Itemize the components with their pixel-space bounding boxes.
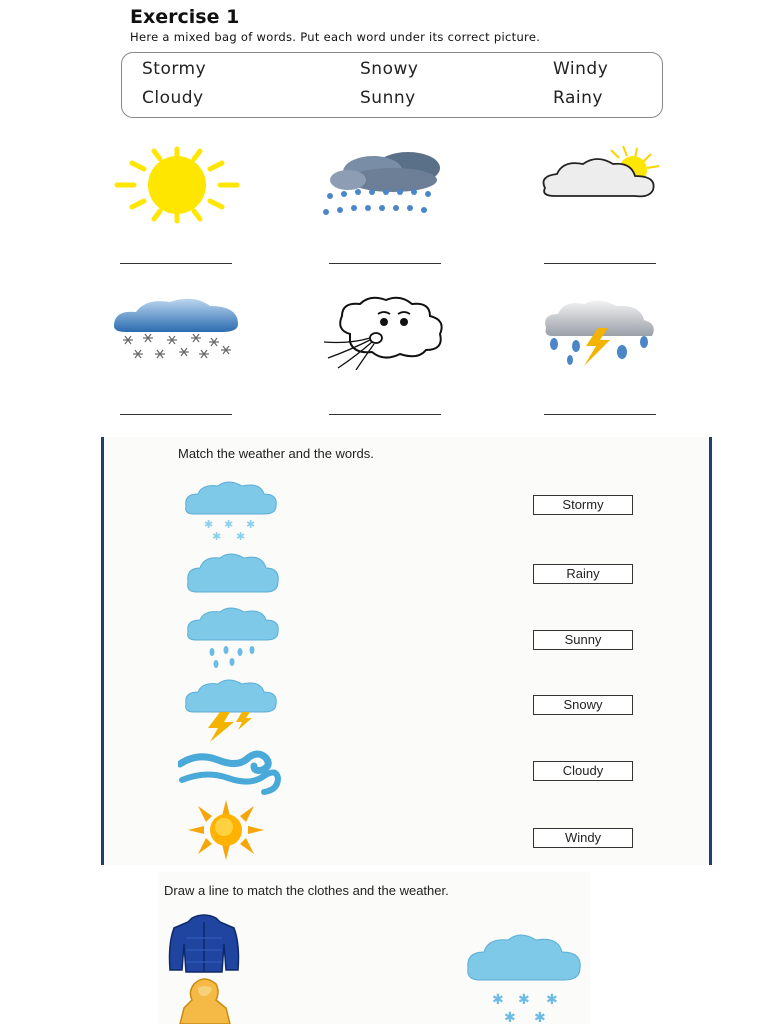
match-label-box[interactable]: Rainy	[533, 564, 633, 584]
sun-icon[interactable]	[184, 800, 268, 860]
match-title: Match the weather and the words.	[178, 446, 374, 461]
answer-blank[interactable]	[329, 414, 441, 415]
snow-icon[interactable]	[180, 480, 280, 540]
rain-icon[interactable]	[182, 606, 282, 668]
match-label-box[interactable]: Snowy	[533, 695, 633, 715]
answer-blank[interactable]	[120, 263, 232, 264]
cloud-icon[interactable]	[182, 552, 282, 596]
exercise-instructions: Here a mixed bag of words. Put each word under its correct picture.	[130, 30, 541, 44]
svg-text:✱: ✱	[546, 992, 558, 1008]
snow-cloud-icon	[110, 296, 242, 364]
word-bank-item: Cloudy	[142, 88, 204, 108]
thunderstorm-icon	[540, 298, 660, 370]
svg-text:✱: ✱	[534, 1010, 546, 1024]
answer-blank[interactable]	[120, 414, 232, 415]
word-bank-item: Windy	[553, 59, 609, 79]
snow-cloud-icon[interactable]	[462, 932, 586, 1024]
svg-text:✱: ✱	[224, 518, 234, 531]
wind-icon[interactable]	[178, 750, 282, 796]
clothes-title: Draw a line to match the clothes and the weather.	[164, 883, 449, 898]
storm-icon[interactable]	[180, 678, 280, 742]
jacket-icon[interactable]	[164, 914, 244, 974]
match-label-box[interactable]: Sunny	[533, 630, 633, 650]
svg-text:✱: ✱	[246, 518, 256, 531]
svg-text:✱: ✱	[204, 518, 214, 531]
word-bank-item: Sunny	[360, 88, 416, 108]
match-label-box[interactable]: Windy	[533, 828, 633, 848]
wind-face-cloud-icon	[320, 294, 452, 370]
raincoat-icon[interactable]	[176, 978, 232, 1024]
exercise-title: Exercise 1	[130, 6, 240, 28]
svg-text:✱: ✱	[518, 992, 530, 1008]
answer-blank[interactable]	[544, 414, 656, 415]
svg-text:✱: ✱	[236, 530, 246, 540]
sun-icon	[112, 145, 242, 225]
svg-text:✱: ✱	[212, 530, 222, 540]
answer-blank[interactable]	[329, 263, 441, 264]
word-bank-item: Snowy	[360, 59, 419, 79]
partly-cloudy-icon	[535, 146, 665, 206]
word-bank	[121, 52, 663, 118]
match-label-box[interactable]: Stormy	[533, 495, 633, 515]
rain-cloud-icon	[318, 146, 450, 226]
match-label-box[interactable]: Cloudy	[533, 761, 633, 781]
word-bank-item: Stormy	[142, 59, 207, 79]
svg-text:✱: ✱	[492, 992, 504, 1008]
word-bank-item: Rainy	[553, 88, 603, 108]
answer-blank[interactable]	[544, 263, 656, 264]
svg-text:✱: ✱	[504, 1010, 516, 1024]
